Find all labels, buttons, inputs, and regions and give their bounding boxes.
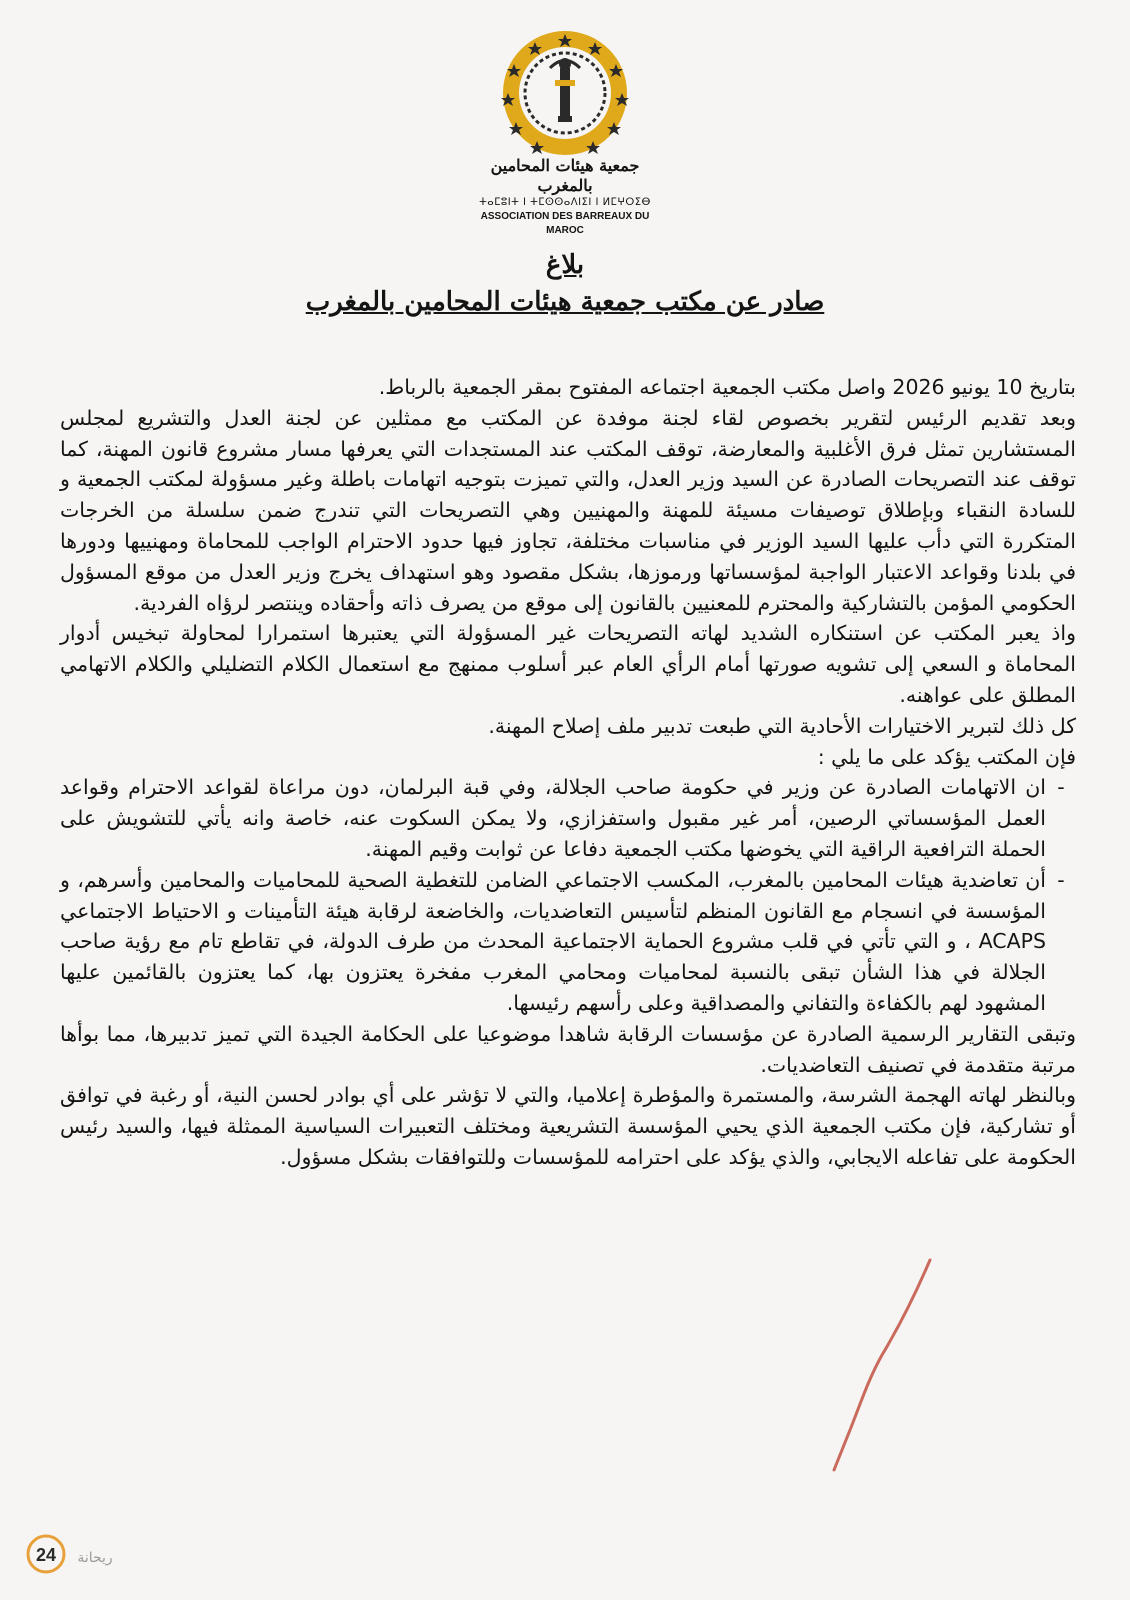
letterhead [470,28,660,238]
red-pen-stroke [820,1255,940,1475]
paragraph-report: وبعد تقديم الرئيس لتقرير بخصوص لقاء لجنة موفدة عن المكتب مع ممثلين عن لجنة العدل والتشريع لمجلس المستشارين تمثل فرق الأغلبية والمعارضة، توقف المكتب عند المستجدات التي يعرفها مسار مشروع قانون المهنة، كما توقف عند التصريحات الصادرة عن السيد وزير العدل، والتي تميزت بتوجيه اتهامات باطلة وغير مسؤولة لمكتب الجمعية و للسادة النقباء وبإطلاق توصيفات مسيئة للمهنة والمهنيين وهي التصريحات التي تندرج ضمن سلسلة من الخرجات المتكررة التي دأب عليها السيد الوزير في مناسبات مختلفة، تجاوز فيها حدود الاحترام الواجب للمحاماة ومهنييها ودورها في بلدنا وقواعد الاعتبار الواجبة لمؤسساتها ورموزها، بشكل مقصود وهو استهداف يخرج وزير العدل من موقع المسؤول الحكومي المؤمن بالتشاركية والمحترم للمعنيين بالقانون إلى موقع من يصرف ذاته وأحقاده وينتصر لرؤاه الفردية. [60,405,1076,615]
list-item [60,772,1076,864]
org-name-tifinagh: ⵜⴰⵎⵓⵏⵜ ⵏ ⵜⵎⵙⵙⴰⴷⵏⵉⵏ ⵏ ⵍⵎⵖⵔⵉⴱ [479,197,651,208]
communique-title [0,248,1130,322]
watermark-number: 24 [35,1545,57,1565]
watermark-text: ريحانة [77,1550,113,1566]
communique-body [60,372,1076,1173]
association-emblem-icon [500,28,630,158]
bullet-dash: - [1057,867,1065,892]
paragraph-reports: وتبقى التقارير الرسمية الصادرة عن مؤسسات الرقابة شاهدا موضوعيا على الحكامة الجيدة التي تميز تدبيرها، مما بوأها مرتبة متقدمة في تصنيف التعاضديات. [60,1021,1076,1077]
paragraph-conclusion: وبالنظر لهاته الهجمة الشرسة، والمستمرة والمؤطرة إعلاميا، والتي لا تؤشر على أي بوادر لحسن النية، أو رغبة في توافق أو تشاركية، فإن مكتب الجمعية الذي يحيي المؤسسة التشريعية ومختلف التعبيرات السياسية الممثلة فيها، والسيد رئيس الحكومة على تفاعله الايجابي، والذي يؤكد على احترامه للمؤسسات وللتوافقات بشكل مسؤول. [60,1083,1076,1169]
watermark-logo [10,1528,130,1588]
paragraph-date: بتاريخ 10 يونيو 2026 واصل مكتب الجمعية اجتماعه المفتوح بمقر الجمعية بالرباط. [378,375,1076,399]
org-name-arabic: جمعية هيئات المحامين بالمغرب [490,156,640,195]
paragraph-affirms: فإن المكتب يؤكد على ما يلي : [817,744,1076,769]
paragraph-justification: كل ذلك لتبرير الاختيارات الأحادية التي طبعت تدبير ملف إصلاح المهنة. [488,713,1076,738]
bullet-dash: - [1057,775,1065,800]
title-line-1: بلاغ [545,250,585,280]
watermark-badge-icon [10,1528,130,1588]
org-name-french: ASSOCIATION DES BARREAUX DU MAROC [480,211,650,236]
title-line-2: صادر عن مكتب جمعية هيئات المحامين بالمغرب [305,287,825,317]
bullet-text-mutual: أن تعاضدية هيئات المحامين بالمغرب، المكسب الاجتماعي الضامن للتغطية الصحية للمحاميات والمحامين وأسرهم، و المؤسسة في انسجام مع القانون المنظم لتأسيس التعاضديات، والخاضعة لرقابة هيئة التأمينات و الاحتياط الاجتماعي ACAPS ، و التي تأتي في قلب مشروع الحماية الاجتماعية المحدث من طرف الدولة، في تقاطع تام مع رؤية صاحب الجلالة في هذا الشأن تبقى بالنسبة لمحاميات ومحامي المغرب مفخرة يعتزون بها، كما يعتزون بالقائمين عليها المشهود لهم بالكفاءة والتفاني والمصداقية وعلى رأسهم رئيسها. [60,867,1046,1015]
list-item [60,865,1076,1019]
paragraph-condemnation: واذ يعبر المكتب عن استنكاره الشديد لهاته التصريحات غير المسؤولة التي يعتبرها استمرارا لمحاولة تبخيس أدوار المحاماة و السعي إلى تشويه صورتها أمام الرأي العام عبر أسلوب ممنهج مع استعمال الكلام التضليلي والكلام الاتهامي المطلق على عواهنه. [60,621,1076,707]
bullet-text-accusations: ان الاتهامات الصادرة عن وزير في حكومة صاحب الجلالة، وفي قبة البرلمان، دون مراعاة لقواعد الاحترام وقواعد العمل المؤسساتي الرصين، أمر غير مقبول واستفزازي، ولا يمكن السكوت عنه، خاصة وانه يأتي للتشويش على الحملة الترافعية الراقية التي يخوضها مكتب الجمعية دفاعا عن ثوابت وقيم المهنة. [60,775,1046,861]
